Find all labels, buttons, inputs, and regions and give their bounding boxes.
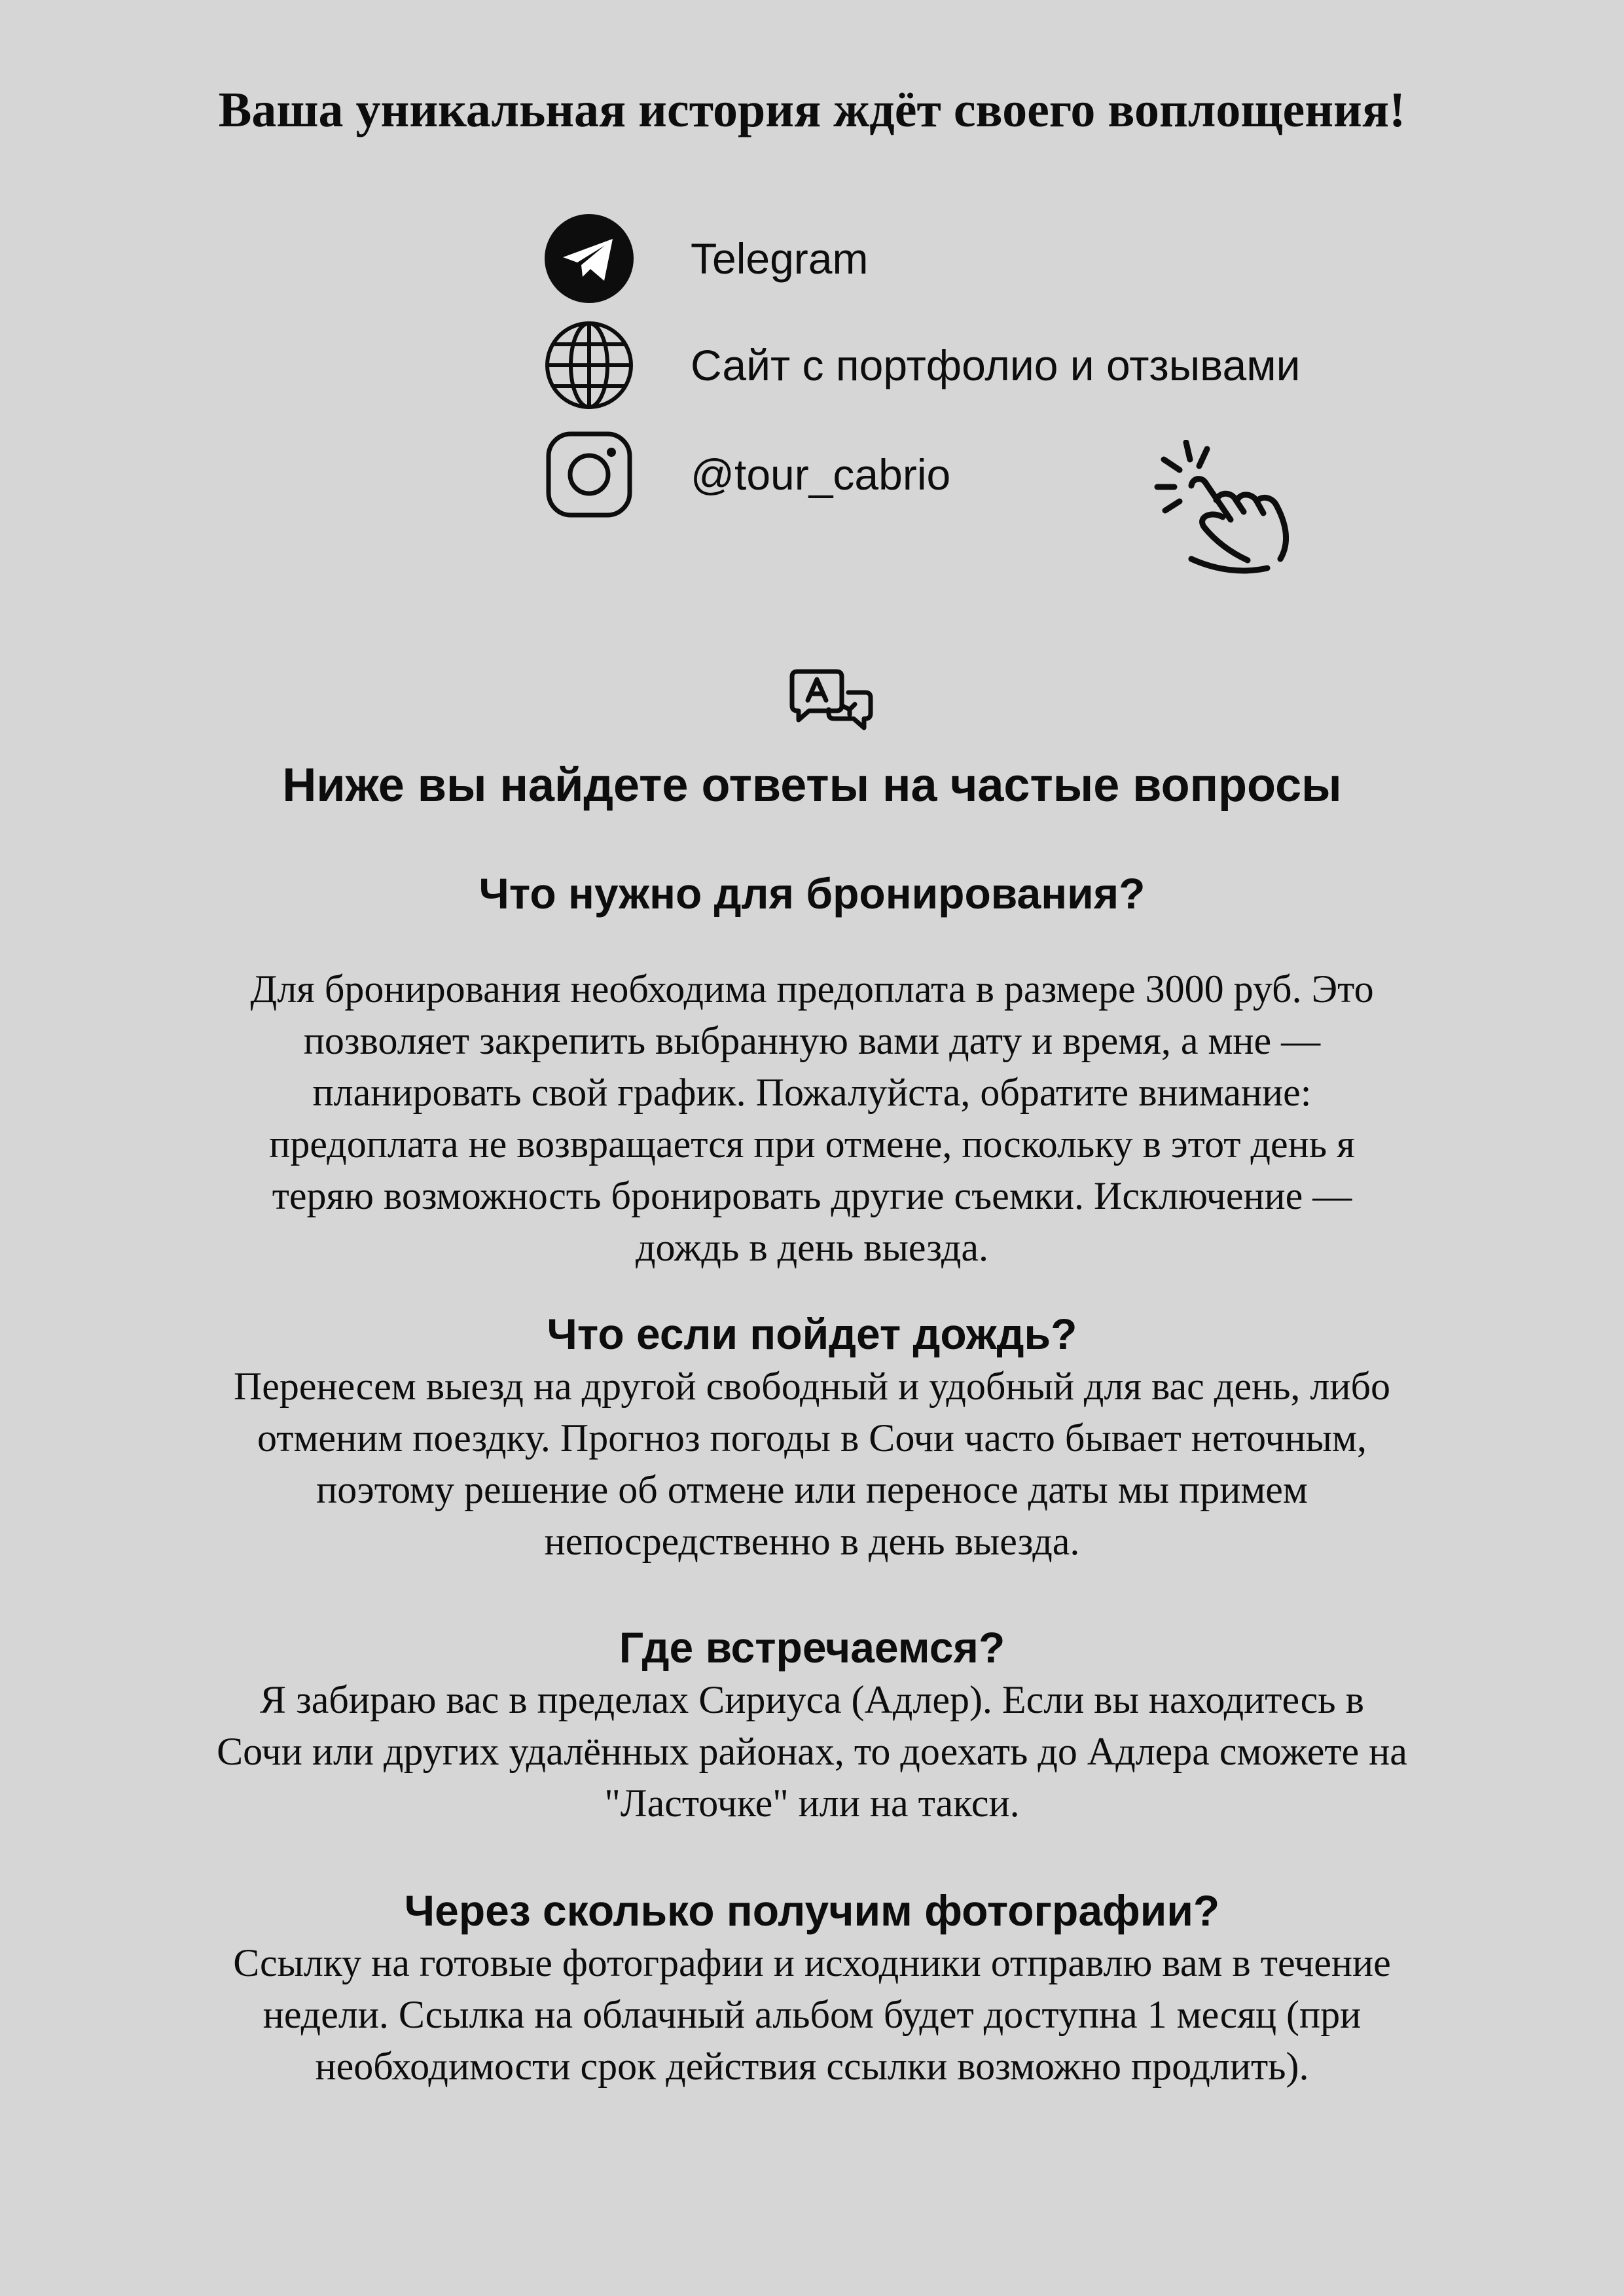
telegram-link[interactable]: Telegram <box>691 234 869 283</box>
page-headline: Ваша уникальная история ждёт своего воплощения! <box>218 82 1406 137</box>
faq-question-booking: Что нужно для бронирования? <box>478 869 1146 918</box>
faq-answer-rain <box>131 1361 1493 1568</box>
answer-line: Перенесем выезд на другой свободный и удобный для вас день, либо <box>233 1365 1391 1408</box>
faq-answer-booking <box>131 963 1493 1274</box>
answer-line: поэтому решение об отмене или переносе даты мы примем <box>316 1468 1308 1511</box>
instagram-icon[interactable] <box>543 429 635 520</box>
faq-answer-delivery <box>131 1937 1493 2092</box>
answer-line: дождь в день выезда. <box>635 1226 989 1269</box>
answer-line: Сочи или других удалённых районах, то доехать до Адлера сможете на <box>217 1730 1407 1773</box>
answer-line: Для бронирования необходима предоплата в размере 3000 руб. Это <box>250 967 1374 1011</box>
portfolio-site-link[interactable]: Сайт с портфолио и отзывами <box>691 341 1301 389</box>
instagram-handle-link[interactable]: @tour_cabrio <box>691 450 951 499</box>
answer-line: Я забираю вас в пределах Сириуса (Адлер). Если вы находитесь в <box>260 1678 1364 1721</box>
answer-line: Ссылку на готовые фотографии и исходники отправлю вам в течение <box>233 1941 1391 1984</box>
faq-question-rain: Что если пойдет дождь? <box>547 1310 1077 1358</box>
faq-chat-icon <box>785 668 877 759</box>
answer-line: недели. Ссылка на облачный альбом будет доступна 1 месяц (при <box>262 1993 1362 2036</box>
answer-line: теряю возможность бронировать другие съемки. Исключение — <box>272 1174 1352 1217</box>
globe-icon[interactable] <box>543 319 635 411</box>
answer-line: отменим поездку. Прогноз погоды в Сочи часто бывает неточным, <box>257 1416 1367 1460</box>
telegram-icon[interactable] <box>543 213 635 304</box>
faq-answer-meeting <box>131 1674 1493 1829</box>
faq-question-meeting: Где встречаемся? <box>619 1623 1005 1672</box>
answer-line: позволяет закрепить выбранную вами дату и время, а мне — <box>303 1019 1321 1062</box>
pointing-hand-icon <box>1152 440 1316 577</box>
faq-title: Ниже вы найдете ответы на частые вопросы <box>282 759 1342 812</box>
answer-line: предоплата не возвращается при отмене, поскольку в этот день я <box>269 1122 1355 1166</box>
answer-line: "Ласточке" или на такси. <box>604 1782 1020 1825</box>
answer-line: необходимости срок действия ссылки возможно продлить). <box>315 2045 1309 2088</box>
answer-line: планировать свой график. Пожалуйста, обратите внимание: <box>312 1071 1312 1114</box>
faq-question-delivery: Через сколько получим фотографии? <box>404 1886 1220 1935</box>
answer-line: непосредственно в день выезда. <box>544 1520 1080 1563</box>
